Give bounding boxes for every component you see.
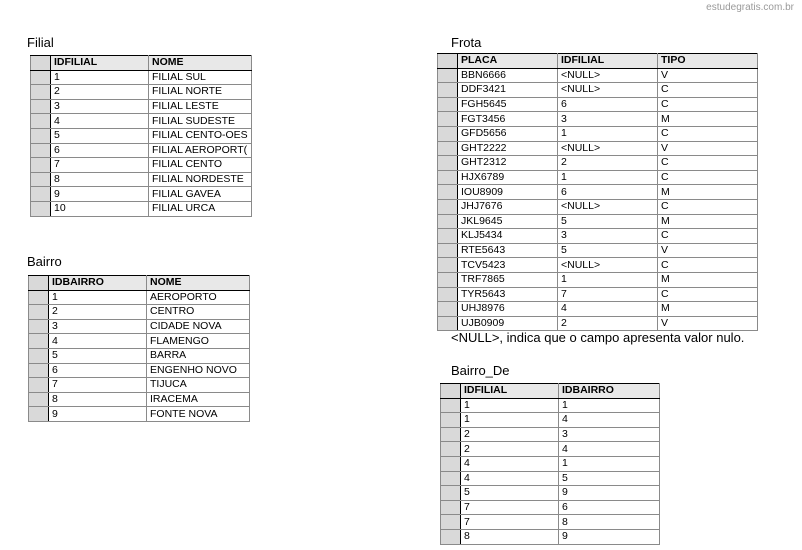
row-selector[interactable] [438, 83, 458, 98]
table-cell: FILIAL LESTE [149, 99, 252, 114]
row-selector-header[interactable] [441, 384, 461, 399]
frota-grid [437, 53, 758, 331]
table-row[interactable] [31, 143, 252, 158]
header-row [441, 384, 660, 399]
table-cell: TRF7865 [458, 272, 558, 287]
table-cell: FILIAL NORDESTE [149, 172, 252, 187]
table-cell: 5 [51, 128, 149, 143]
table-cell: 3 [558, 112, 658, 127]
row-selector[interactable] [441, 486, 461, 501]
table-cell: 3 [51, 99, 149, 114]
table-row[interactable] [29, 334, 250, 349]
row-selector[interactable] [29, 348, 49, 363]
table-cell: 9 [49, 407, 147, 422]
row-selector[interactable] [31, 158, 51, 173]
row-selector[interactable] [441, 427, 461, 442]
table-row[interactable] [438, 302, 758, 317]
table-cell: FILIAL CENTO-OES [149, 128, 252, 143]
row-selector[interactable] [438, 229, 458, 244]
table-cell: M [658, 272, 758, 287]
table-cell: FILIAL GAVEA [149, 187, 252, 202]
table-cell: FGT3456 [458, 112, 558, 127]
table-row[interactable] [438, 170, 758, 185]
table-cell: RTE5643 [458, 243, 558, 258]
table-row[interactable] [441, 515, 660, 530]
table-cell: CIDADE NOVA [147, 319, 250, 334]
row-selector-header[interactable] [438, 54, 458, 69]
row-selector[interactable] [438, 287, 458, 302]
column-header-idbairro[interactable]: IDBAIRRO [49, 276, 147, 291]
table-row[interactable] [438, 83, 758, 98]
table-cell: FILIAL CENTO [149, 158, 252, 173]
header-row [29, 276, 250, 291]
row-selector[interactable] [31, 85, 51, 100]
table-cell: 8 [461, 529, 559, 544]
table-cell: FGH5645 [458, 97, 558, 112]
table-cell: 4 [558, 302, 658, 317]
table-cell: 1 [49, 290, 147, 305]
frota-table [437, 53, 760, 331]
table-cell: UJB0909 [458, 316, 558, 331]
table-cell: C [658, 170, 758, 185]
table-row[interactable] [438, 126, 758, 141]
table-row[interactable] [31, 128, 252, 143]
table-cell: FILIAL NORTE [149, 85, 252, 100]
table-cell: 7 [461, 500, 559, 515]
column-header-nome[interactable]: NOME [147, 276, 250, 291]
header-row [31, 56, 252, 71]
table-cell: 4 [559, 442, 660, 457]
row-selector[interactable] [441, 456, 461, 471]
table-cell: C [658, 156, 758, 171]
row-selector[interactable] [29, 305, 49, 320]
row-selector[interactable] [31, 187, 51, 202]
table-cell: HJX6789 [458, 170, 558, 185]
filial-grid [30, 55, 252, 217]
table-row[interactable] [438, 258, 758, 273]
bairro-de-grid [440, 383, 660, 545]
row-selector[interactable] [31, 128, 51, 143]
row-selector[interactable] [31, 99, 51, 114]
table-cell: KLJ5434 [458, 229, 558, 244]
table-row[interactable] [31, 70, 252, 85]
table-cell: C [658, 83, 758, 98]
row-selector[interactable] [441, 398, 461, 413]
table-cell: GFD5656 [458, 126, 558, 141]
bairro-grid [28, 275, 250, 422]
table-row[interactable] [438, 141, 758, 156]
row-selector[interactable] [31, 70, 51, 85]
row-selector[interactable] [438, 170, 458, 185]
table-row[interactable] [31, 158, 252, 173]
table-row[interactable] [29, 378, 250, 393]
table-row[interactable] [29, 348, 250, 363]
row-selector[interactable] [438, 214, 458, 229]
table-cell: JKL9645 [458, 214, 558, 229]
bairro-de-table [440, 383, 663, 547]
table-cell: UHJ8976 [458, 302, 558, 317]
table-row[interactable] [441, 529, 660, 544]
row-selector[interactable] [31, 143, 51, 158]
table-cell: V [658, 316, 758, 331]
row-selector[interactable] [438, 126, 458, 141]
table-cell: JHJ7676 [458, 199, 558, 214]
bairro-table [28, 275, 251, 424]
table-cell: 1 [51, 70, 149, 85]
table-cell: 2 [49, 305, 147, 320]
table-row[interactable] [438, 68, 758, 83]
table-cell: GHT2312 [458, 156, 558, 171]
table-cell: 8 [49, 392, 147, 407]
table-cell: 7 [461, 515, 559, 530]
table-cell: GHT2222 [458, 141, 558, 156]
table-cell: 5 [49, 348, 147, 363]
table-cell: 4 [461, 471, 559, 486]
table-cell: 1 [461, 398, 559, 413]
table-cell: 5 [558, 214, 658, 229]
filial-table [30, 55, 253, 218]
table-cell: BARRA [147, 348, 250, 363]
table-cell: 7 [49, 378, 147, 393]
table-row[interactable] [438, 243, 758, 258]
bairro-de-title: Bairro_De [451, 363, 510, 378]
table-cell: 1 [558, 126, 658, 141]
row-selector[interactable] [438, 141, 458, 156]
table-cell: 1 [558, 170, 658, 185]
table-cell: 5 [461, 486, 559, 501]
table-cell: FILIAL SUL [149, 70, 252, 85]
table-row[interactable] [441, 500, 660, 515]
table-row[interactable] [438, 97, 758, 112]
column-header-placa[interactable]: PLACA [458, 54, 558, 69]
table-row[interactable] [29, 319, 250, 334]
row-selector[interactable] [441, 529, 461, 544]
table-cell: 1 [558, 272, 658, 287]
filial-title: Filial [27, 35, 54, 50]
table-row[interactable] [29, 290, 250, 305]
table-row[interactable] [31, 99, 252, 114]
table-cell: C [658, 199, 758, 214]
table-cell: TYR5643 [458, 287, 558, 302]
column-header-idfilial[interactable]: IDFILIAL [461, 384, 559, 399]
table-cell: 1 [461, 413, 559, 428]
row-selector[interactable] [29, 392, 49, 407]
table-cell: IRACEMA [147, 392, 250, 407]
row-selector[interactable] [441, 515, 461, 530]
table-cell: FILIAL AEROPORT( [149, 143, 252, 158]
bairro-title: Bairro [27, 254, 62, 269]
table-cell: M [658, 214, 758, 229]
table-cell: 10 [51, 201, 149, 216]
table-cell: 8 [559, 515, 660, 530]
table-cell: <NULL> [558, 68, 658, 83]
table-cell: 5 [559, 471, 660, 486]
table-row[interactable] [438, 272, 758, 287]
table-cell: C [658, 126, 758, 141]
table-cell: 3 [558, 229, 658, 244]
table-row[interactable] [438, 287, 758, 302]
table-cell: C [658, 287, 758, 302]
column-header-nome[interactable]: NOME [149, 56, 252, 71]
table-cell: 2 [558, 316, 658, 331]
table-cell: M [658, 112, 758, 127]
row-selector[interactable] [438, 185, 458, 200]
column-header-idfilial[interactable]: IDFILIAL [51, 56, 149, 71]
table-row[interactable] [31, 114, 252, 129]
row-selector[interactable] [438, 68, 458, 83]
table-cell: 4 [51, 114, 149, 129]
row-selector[interactable] [29, 407, 49, 422]
table-row[interactable] [29, 305, 250, 320]
table-cell: 3 [49, 319, 147, 334]
row-selector[interactable] [441, 471, 461, 486]
header-row [438, 54, 758, 69]
row-selector[interactable] [29, 319, 49, 334]
table-cell: <NULL> [558, 199, 658, 214]
table-cell: FILIAL SUDESTE [149, 114, 252, 129]
row-selector[interactable] [29, 334, 49, 349]
row-selector[interactable] [31, 201, 51, 216]
table-cell: 3 [559, 427, 660, 442]
table-cell: DDF3421 [458, 83, 558, 98]
table-cell: ENGENHO NOVO [147, 363, 250, 378]
table-cell: TCV5423 [458, 258, 558, 273]
table-cell: FILIAL URCA [149, 201, 252, 216]
row-selector[interactable] [438, 302, 458, 317]
row-selector[interactable] [438, 112, 458, 127]
watermark: estudegratis.com.br [706, 2, 794, 13]
table-cell: TIJUCA [147, 378, 250, 393]
table-cell: 2 [461, 442, 559, 457]
table-cell: 1 [559, 398, 660, 413]
table-cell: 7 [51, 158, 149, 173]
table-row[interactable] [438, 229, 758, 244]
null-note: <NULL>, indica que o campo apresenta valor nulo. [451, 330, 745, 345]
table-cell: C [658, 229, 758, 244]
table-cell: FLAMENGO [147, 334, 250, 349]
table-cell: M [658, 302, 758, 317]
table-row[interactable] [441, 413, 660, 428]
table-row[interactable] [31, 172, 252, 187]
table-cell: <NULL> [558, 258, 658, 273]
table-row[interactable] [438, 112, 758, 127]
table-cell: 1 [559, 456, 660, 471]
table-row[interactable] [441, 442, 660, 457]
table-cell: 9 [559, 486, 660, 501]
table-cell: C [658, 258, 758, 273]
table-cell: IOU8909 [458, 185, 558, 200]
table-cell: 4 [49, 334, 147, 349]
table-cell: 2 [461, 427, 559, 442]
table-cell: 6 [558, 97, 658, 112]
table-cell: CENTRO [147, 305, 250, 320]
table-row[interactable] [29, 392, 250, 407]
row-selector-header[interactable] [31, 56, 51, 71]
column-header-tipo[interactable]: TIPO [658, 54, 758, 69]
column-header-idbairro[interactable]: IDBAIRRO [559, 384, 660, 399]
table-row[interactable] [438, 156, 758, 171]
table-row[interactable] [438, 199, 758, 214]
table-row[interactable] [29, 407, 250, 422]
table-cell: 6 [49, 363, 147, 378]
table-cell: 9 [51, 187, 149, 202]
table-row[interactable] [29, 363, 250, 378]
table-cell: 6 [51, 143, 149, 158]
table-cell: 7 [558, 287, 658, 302]
row-selector[interactable] [438, 199, 458, 214]
table-cell: BBN6666 [458, 68, 558, 83]
row-selector[interactable] [438, 272, 458, 287]
table-cell: 6 [559, 500, 660, 515]
table-row[interactable] [31, 187, 252, 202]
frota-title: Frota [451, 35, 482, 50]
row-selector[interactable] [29, 290, 49, 305]
row-selector[interactable] [441, 500, 461, 515]
row-selector[interactable] [438, 316, 458, 331]
table-cell: AEROPORTO [147, 290, 250, 305]
row-selector[interactable] [31, 172, 51, 187]
table-cell: <NULL> [558, 83, 658, 98]
table-row[interactable] [31, 85, 252, 100]
row-selector[interactable] [441, 413, 461, 428]
table-row[interactable] [438, 185, 758, 200]
table-cell: V [658, 243, 758, 258]
row-selector[interactable] [438, 243, 458, 258]
row-selector[interactable] [29, 378, 49, 393]
table-cell: M [658, 185, 758, 200]
table-cell: 9 [559, 529, 660, 544]
table-cell: 6 [558, 185, 658, 200]
table-row[interactable] [441, 486, 660, 501]
row-selector-header[interactable] [29, 276, 49, 291]
table-cell: 4 [461, 456, 559, 471]
table-cell: C [658, 97, 758, 112]
table-cell: 2 [558, 156, 658, 171]
table-cell: 8 [51, 172, 149, 187]
table-row[interactable] [441, 471, 660, 486]
row-selector[interactable] [438, 156, 458, 171]
table-cell: V [658, 68, 758, 83]
table-row[interactable] [441, 398, 660, 413]
table-row[interactable] [441, 456, 660, 471]
row-selector[interactable] [441, 442, 461, 457]
table-row[interactable] [438, 316, 758, 331]
row-selector[interactable] [438, 258, 458, 273]
table-row[interactable] [438, 214, 758, 229]
table-row[interactable] [441, 427, 660, 442]
table-cell: 2 [51, 85, 149, 100]
row-selector[interactable] [29, 363, 49, 378]
column-header-idfilial[interactable]: IDFILIAL [558, 54, 658, 69]
table-cell: V [658, 141, 758, 156]
table-cell: <NULL> [558, 141, 658, 156]
table-row[interactable] [31, 201, 252, 216]
row-selector[interactable] [31, 114, 51, 129]
row-selector[interactable] [438, 97, 458, 112]
table-cell: 4 [559, 413, 660, 428]
table-cell: 5 [558, 243, 658, 258]
table-cell: FONTE NOVA [147, 407, 250, 422]
